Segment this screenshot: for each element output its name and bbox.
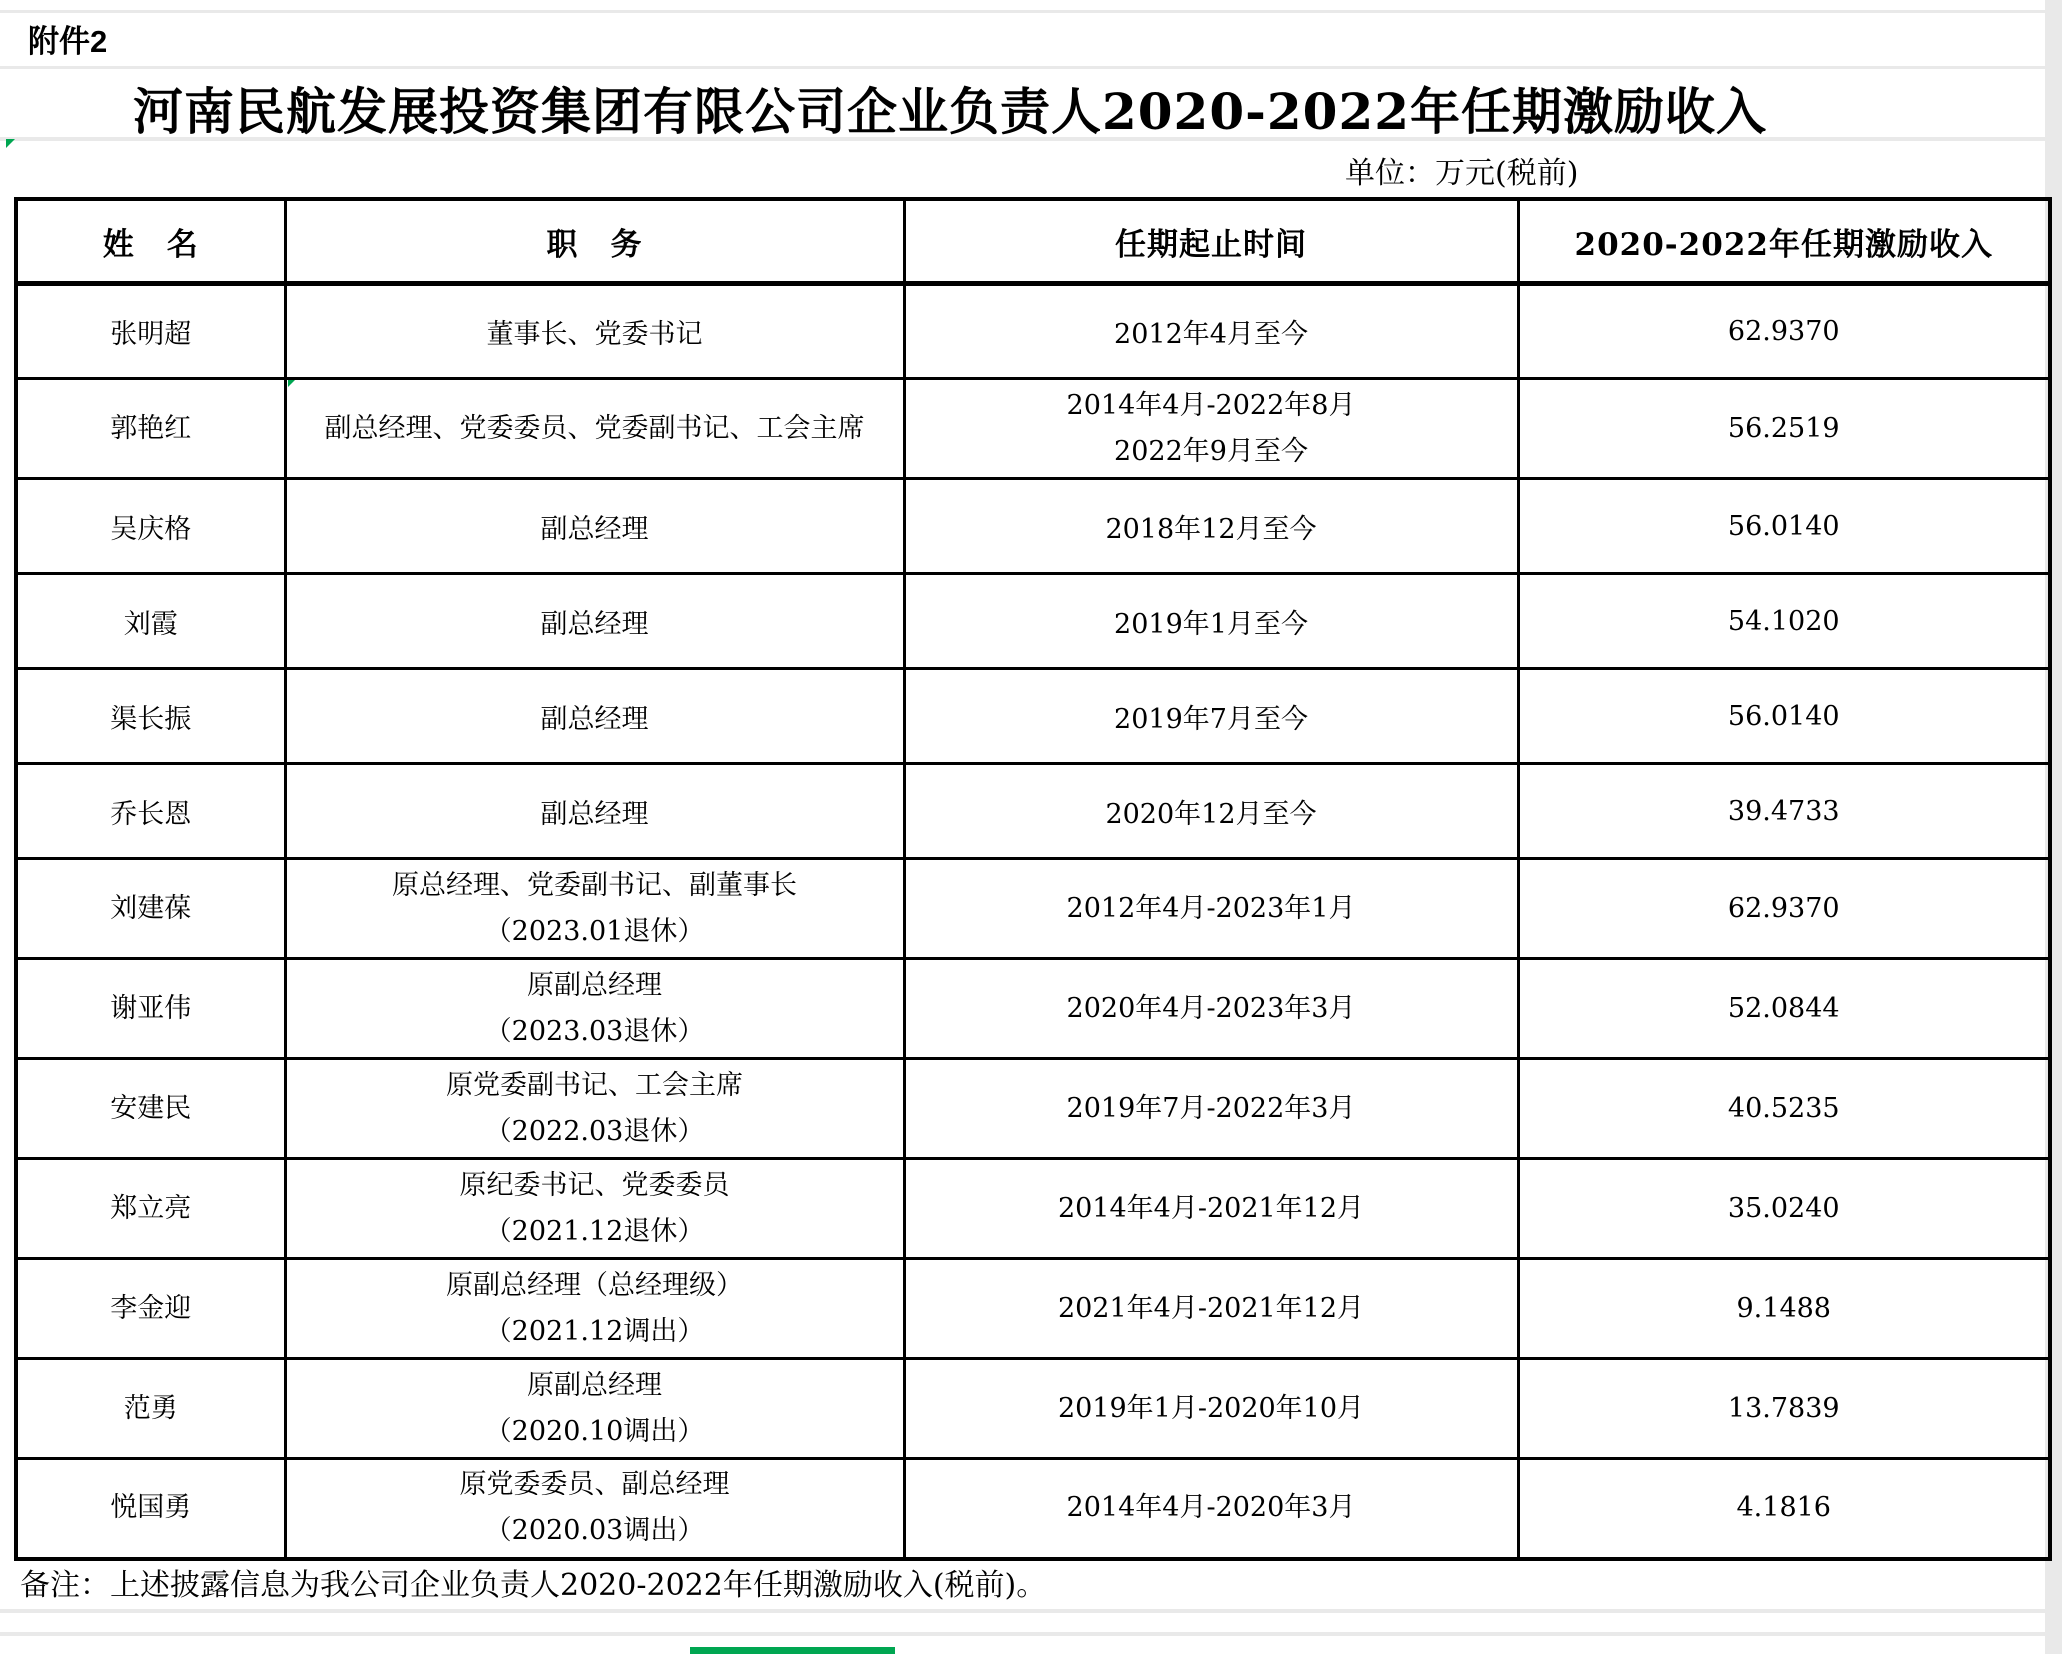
gridline [0, 66, 2045, 69]
cell-text: 渠长振 [110, 703, 192, 735]
cell-text: 62.9370 [1727, 316, 1840, 347]
cell-text: （2023.03退休） [484, 1015, 705, 1047]
cell-text: （2020.10调出） [484, 1415, 705, 1447]
header-cell-term: 任期起止时间 [904, 199, 1518, 284]
term-cell [904, 1259, 1518, 1359]
header-cell-name: 姓 名 [16, 199, 285, 284]
cell-text: 2022年9月至今 [1114, 435, 1308, 467]
term-cell [904, 1459, 1518, 1559]
name-cell [16, 959, 285, 1059]
gridline [0, 1609, 2045, 1613]
gridline [0, 10, 2045, 13]
cell-text: 2018年12月至今 [1105, 513, 1317, 545]
cell-text: （2021.12退休） [484, 1215, 705, 1247]
cell-text: 2020年12月至今 [1105, 798, 1317, 830]
table-row [16, 1259, 2050, 1359]
page-title: 河南民航发展投资集团有限公司企业负责人2020-2022年任期激励收入 [132, 82, 1768, 141]
cell-text: 原副总经理 [527, 1369, 662, 1401]
cell-text: 谢亚伟 [110, 992, 192, 1024]
cell-text: 李金迎 [110, 1292, 192, 1324]
cell-text: 35.0240 [1727, 1192, 1840, 1224]
name-cell [16, 284, 285, 379]
income-cell [1518, 764, 2050, 859]
term-cell [904, 479, 1518, 574]
cell-text: 2014年4月-2020年3月 [1066, 1492, 1356, 1524]
table-row [16, 1359, 2050, 1459]
cell-text: 2019年7月-2022年3月 [1066, 1092, 1356, 1124]
cell-text: 54.1020 [1727, 605, 1840, 637]
term-cell [904, 859, 1518, 959]
table-header-row [16, 199, 2050, 284]
position-cell [285, 764, 904, 859]
income-cell [1518, 379, 2050, 479]
cell-text: 原总经理、党委副书记、副董事长 [392, 869, 797, 901]
unit-label: 单位：万元(税前) [1345, 156, 1579, 191]
cell-text: 2020年4月-2023年3月 [1066, 992, 1356, 1024]
cell-text: 2012年4月至今 [1114, 319, 1308, 350]
cell-text: 62.9370 [1727, 892, 1840, 924]
cell-text: 安建民 [110, 1092, 192, 1124]
cell-text: 56.0140 [1727, 700, 1840, 732]
name-cell [16, 1459, 285, 1559]
term-cell [904, 1359, 1518, 1459]
cell-text: 2019年1月至今 [1114, 608, 1308, 640]
cell-text: （2021.12调出） [484, 1315, 705, 1347]
cell-text: 2012年4月-2023年1月 [1066, 892, 1356, 924]
position-cell [285, 284, 904, 379]
table-row [16, 669, 2050, 764]
footer-note: 备注：上述披露信息为我公司企业负责人2020-2022年任期激励收入(税前)。 [20, 1568, 1047, 1603]
cell-text: （2023.01退休） [484, 915, 705, 947]
position-cell [285, 1459, 904, 1559]
name-cell [16, 379, 285, 479]
cell-text: 2019年1月-2020年10月 [1057, 1392, 1365, 1424]
cell-text: 副总经理 [540, 798, 649, 830]
cell-text: 副总经理 [540, 703, 649, 735]
position-cell [285, 379, 904, 479]
name-cell [16, 1259, 285, 1359]
cell-text: 2021年4月-2021年12月 [1057, 1292, 1365, 1324]
cell-text: 原副总经理 [527, 969, 662, 1001]
cell-text: 刘霞 [123, 608, 178, 640]
position-cell [285, 574, 904, 669]
cell-text: 乔长恩 [110, 798, 192, 830]
cell-text: 56.2519 [1727, 412, 1840, 444]
position-cell [285, 1159, 904, 1259]
cell-text: 张明超 [110, 319, 192, 350]
term-cell [904, 764, 1518, 859]
income-cell [1518, 669, 2050, 764]
name-cell [16, 479, 285, 574]
cell-text: 56.0140 [1727, 510, 1840, 542]
cell-text: 吴庆格 [110, 513, 192, 545]
table-row [16, 379, 2050, 479]
income-cell [1518, 574, 2050, 669]
table-row [16, 284, 2050, 379]
position-cell [285, 479, 904, 574]
cell-text: 2019年7月至今 [1114, 703, 1308, 735]
cell-text: 原副总经理（总经理级） [446, 1269, 743, 1301]
name-cell [16, 669, 285, 764]
income-cell [1518, 1059, 2050, 1159]
position-cell [285, 959, 904, 1059]
cell-text: 2014年4月-2022年8月 [1066, 389, 1356, 421]
compensation-table [14, 197, 2052, 1561]
cell-text: 副总经理 [540, 513, 649, 545]
table-row [16, 859, 2050, 959]
term-cell [904, 1159, 1518, 1259]
name-cell [16, 859, 285, 959]
table-row [16, 574, 2050, 669]
term-cell [904, 959, 1518, 1059]
cell-text: 52.0844 [1727, 992, 1840, 1024]
position-cell [285, 1359, 904, 1459]
income-cell [1518, 1259, 2050, 1359]
cell-text: （2020.03调出） [484, 1515, 705, 1547]
cell-text: 39.4733 [1727, 795, 1840, 827]
cell-text: 郑立亮 [110, 1192, 192, 1224]
cell-text: 郭艳红 [110, 412, 192, 444]
cell-text: 刘建葆 [110, 892, 192, 924]
name-cell [16, 1359, 285, 1459]
comment-flag-icon [6, 139, 15, 148]
term-cell [904, 574, 1518, 669]
table-row [16, 1459, 2050, 1559]
cell-text: 原党委委员、副总经理 [459, 1469, 730, 1501]
cell-text: 悦国勇 [110, 1492, 192, 1524]
position-cell [285, 859, 904, 959]
cell-text: 4.1816 [1736, 1492, 1831, 1524]
income-cell [1518, 1459, 2050, 1559]
income-cell [1518, 284, 2050, 379]
term-cell [904, 669, 1518, 764]
name-cell [16, 1159, 285, 1259]
position-cell [285, 669, 904, 764]
cell-text: （2022.03退休） [484, 1115, 705, 1147]
cell-text: 副总经理、党委委员、党委副书记、工会主席 [324, 412, 865, 444]
table-row [16, 959, 2050, 1059]
cell-text: 副总经理 [540, 608, 649, 640]
income-cell [1518, 479, 2050, 574]
cell-text: 董事长、党委书记 [486, 319, 703, 350]
header-cell-income: 2020-2022年任期激励收入 [1518, 199, 2050, 284]
name-cell [16, 1059, 285, 1159]
term-cell [904, 1059, 1518, 1159]
cell-text: 40.5235 [1727, 1092, 1840, 1124]
cell-text: 9.1488 [1736, 1292, 1831, 1324]
income-cell [1518, 859, 2050, 959]
table-row [16, 1159, 2050, 1259]
sheet-accent-strip [690, 1647, 895, 1654]
table-row [16, 764, 2050, 859]
table-row [16, 1059, 2050, 1159]
income-cell [1518, 959, 2050, 1059]
name-cell [16, 764, 285, 859]
cell-text: 原党委副书记、工会主席 [446, 1069, 743, 1101]
term-cell [904, 284, 1518, 379]
term-cell [904, 379, 1518, 479]
name-cell [16, 574, 285, 669]
cell-text: 原纪委书记、党委委员 [459, 1169, 730, 1201]
table-row [16, 479, 2050, 574]
position-cell [285, 1059, 904, 1159]
table-body [16, 284, 2050, 1559]
attachment-label: 附件2 [28, 24, 108, 59]
header-cell-position: 职 务 [285, 199, 904, 284]
gridline [0, 1632, 2045, 1636]
position-cell [285, 1259, 904, 1359]
income-cell [1518, 1359, 2050, 1459]
cell-text: 范勇 [123, 1392, 178, 1424]
income-cell [1518, 1159, 2050, 1259]
cell-text: 13.7839 [1727, 1392, 1840, 1424]
cell-text: 2014年4月-2021年12月 [1057, 1192, 1365, 1224]
